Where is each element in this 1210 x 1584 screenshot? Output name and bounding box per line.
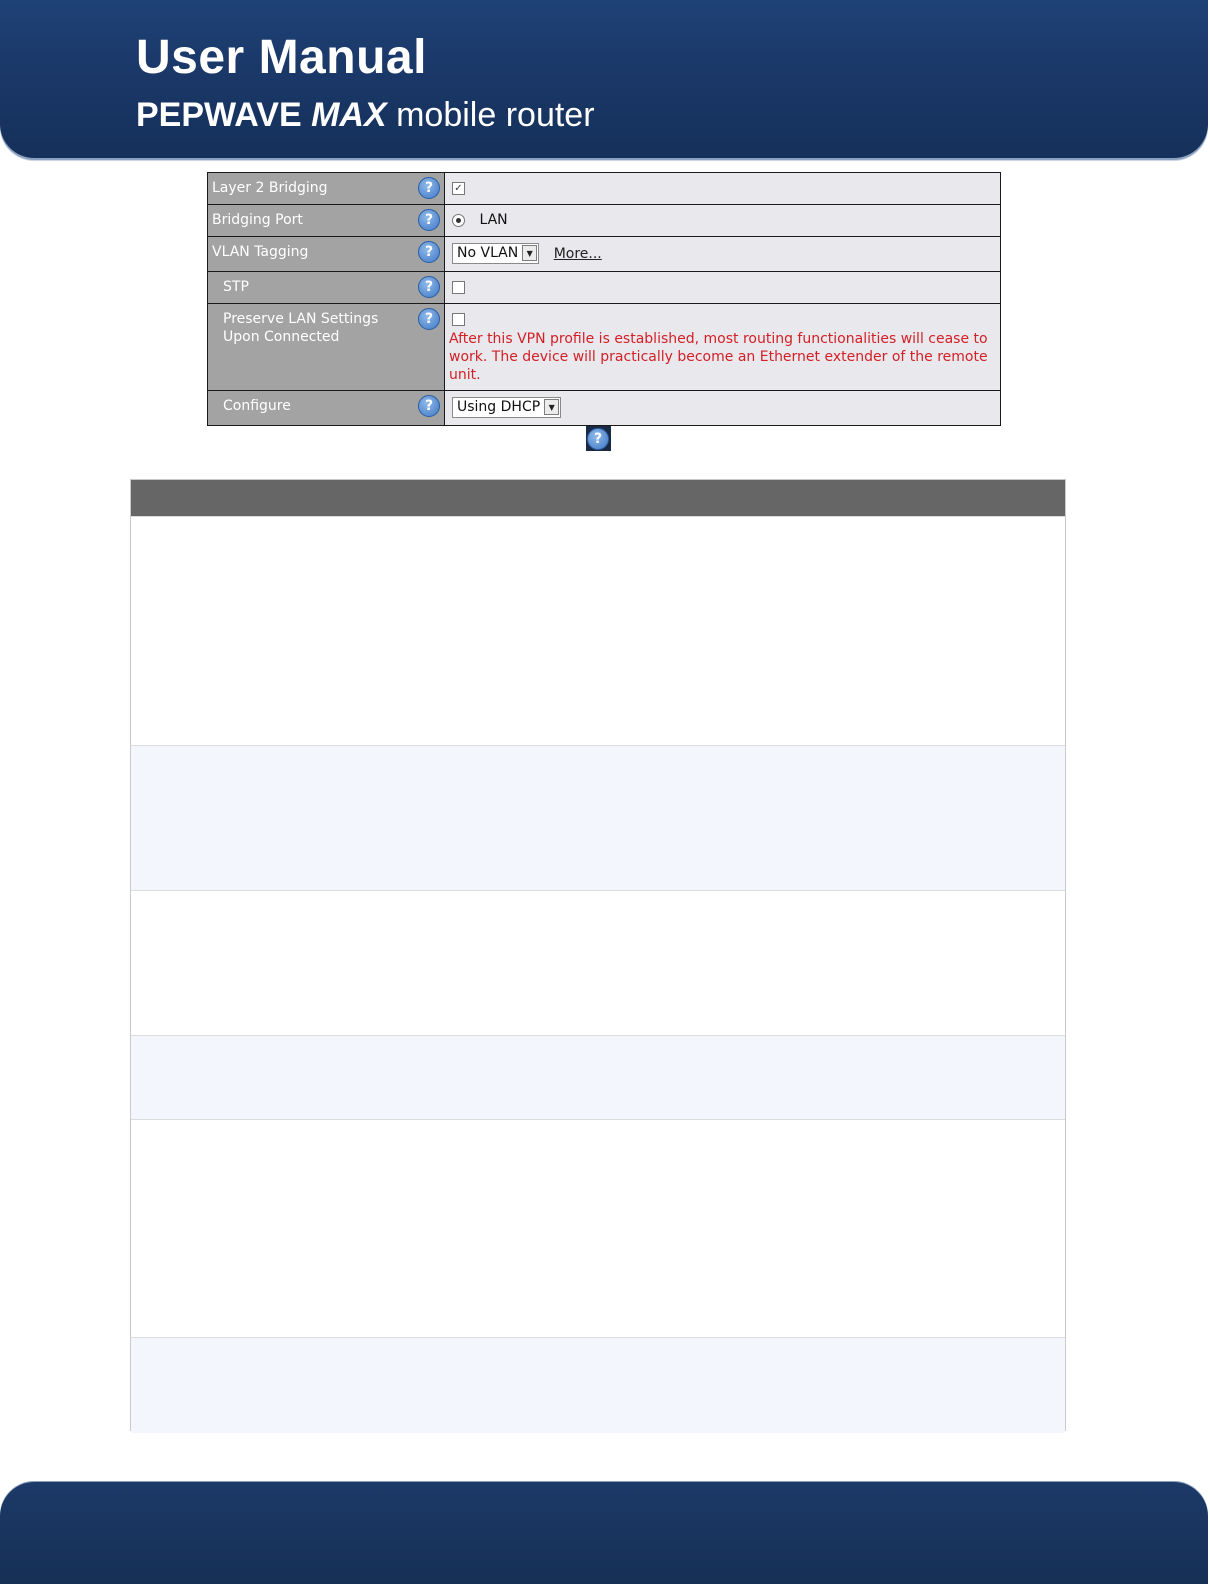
table-row [131,890,1065,1035]
l2-bridging-settings-table [207,172,1001,426]
value-cell [445,237,1001,272]
row-bridging-port [208,205,1001,237]
vlan-more-link[interactable]: More... [553,245,602,262]
row-layer2-bridging [208,173,1001,205]
bridging-port-label: Bridging Port [212,212,303,228]
manual-title: User Manual [136,31,427,84]
row-stp [208,272,1001,304]
value-cell [445,391,1001,426]
layer2-bridging-label: Layer 2 Bridging [212,180,328,196]
preserve-lan-warning: After this VPN profile is established, most routing functionalities will cease to work. The device will practically become an Ethernet extender of the remote unit. [449,331,988,383]
table-row [131,1035,1065,1119]
footer-banner [0,1482,1208,1584]
help-icon-thumbnail [586,426,611,451]
header-banner [0,0,1208,158]
product-name: mobile router [396,96,595,134]
preserve-lan-label [208,304,444,352]
vlan-tagging-select[interactable] [452,243,539,264]
configure-value: Using DHCP [457,399,541,415]
description-table-header [131,480,1065,516]
value-cell [445,205,1001,237]
table-row [131,1119,1065,1337]
chevron-down-icon: ▼ [522,245,537,261]
row-vlan-tagging [208,237,1001,272]
label-cell [208,304,445,391]
chevron-down-icon: ▼ [544,399,559,415]
product-subtitle [136,96,595,135]
vlan-tagging-value: No VLAN [457,245,519,261]
bridging-port-option-label: LAN [479,212,508,228]
configure-label: Configure [223,398,291,414]
row-configure [208,391,1001,426]
value-cell [445,272,1001,304]
help-icon[interactable]: ? [418,209,440,231]
bridging-port-lan-radio[interactable] [452,214,465,227]
value-cell [445,173,1001,205]
help-icon[interactable]: ? [418,308,440,330]
configure-select[interactable] [452,397,561,418]
brand-name: PEPWAVE [136,96,302,134]
label-cell [208,173,445,205]
description-table [130,479,1066,1431]
value-cell [445,304,1001,391]
table-row [131,1337,1065,1433]
label-cell [208,237,445,272]
help-icon[interactable]: ? [418,177,440,199]
help-icon[interactable]: ? [418,395,440,417]
stp-label: STP [223,279,249,295]
help-icon[interactable]: ? [418,241,440,263]
vlan-tagging-label: VLAN Tagging [212,244,309,260]
label-cell [208,391,445,426]
layer2-bridging-checkbox[interactable]: ✓ [452,182,465,195]
label-cell [208,205,445,237]
preserve-lan-label-line2: Upon Connected [223,329,340,345]
table-row [131,745,1065,890]
model-name: MAX [311,96,387,134]
row-preserve-lan-settings [208,304,1001,391]
help-icon: ? [587,428,609,450]
table-row [131,516,1065,745]
preserve-lan-checkbox[interactable] [452,313,465,326]
stp-checkbox[interactable] [452,281,465,294]
preserve-lan-label-line1: Preserve LAN Settings [223,311,379,327]
label-cell [208,272,445,304]
help-icon[interactable]: ? [418,276,440,298]
